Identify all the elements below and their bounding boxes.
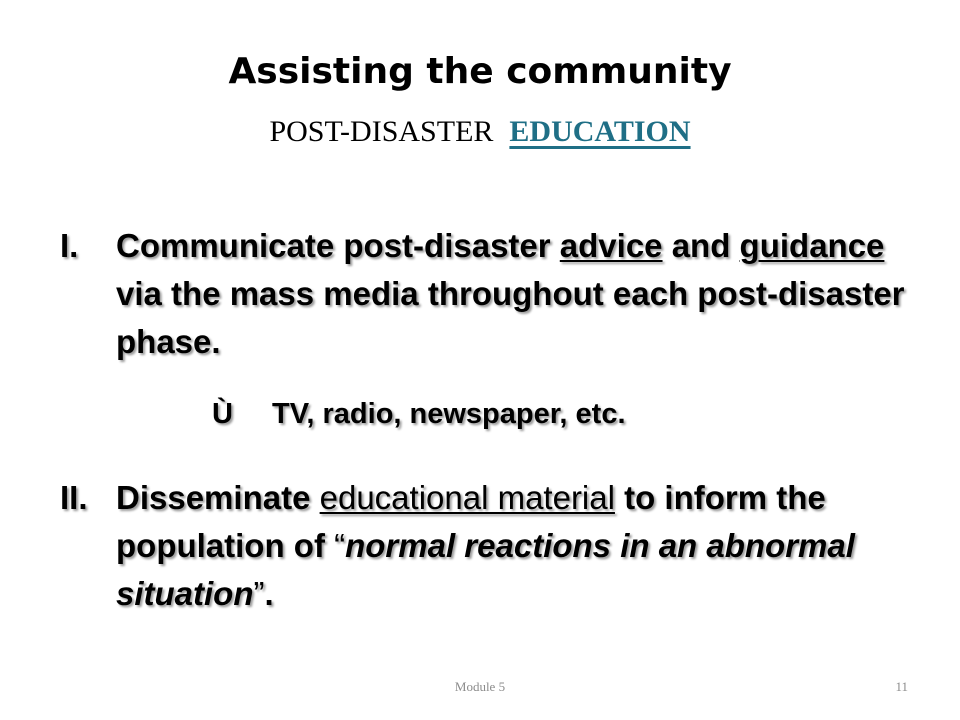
item-lead-word: Communicate [116,227,335,264]
text-run [310,479,319,516]
text-run: post-disaster [334,227,560,264]
item-text [116,222,920,366]
item-numeral: I. [60,227,79,264]
text-run: to inform the population of [116,479,826,564]
slide-subtitle [0,112,960,152]
sub-bullet-text: TV, radio, newspaper, etc. [272,398,626,430]
item-text [116,474,920,618]
slide-title: Assisting the community [228,51,732,92]
subtitle-highlight-link[interactable]: EDUCATION [509,115,691,148]
underlined-term-guidance: guidance [739,227,885,264]
underlined-term-advice: advice [559,227,663,264]
sub-bullet [212,392,626,436]
quote-close: ” [253,575,265,612]
footer-page-number: 11 [895,679,908,694]
text-run: . [264,575,274,612]
item-numeral: II. [60,479,88,516]
list-item-communicate [60,222,920,366]
list-item-disseminate [60,474,920,618]
bullet-marker: Ù [212,398,233,430]
text-run: via the mass media throughout each post-disaster phase. [116,275,905,360]
footer-module-label: Module 5 [454,679,506,694]
underlined-term-educational-material: educational material [319,479,615,516]
text-run: and [662,227,740,264]
quote-open: “ [334,527,346,564]
item-lead-word: Disseminate [116,479,311,516]
italic-phrase: normal reactions in an abnormal situation [116,527,855,612]
subtitle-prefix: POST-DISASTER [269,115,494,148]
